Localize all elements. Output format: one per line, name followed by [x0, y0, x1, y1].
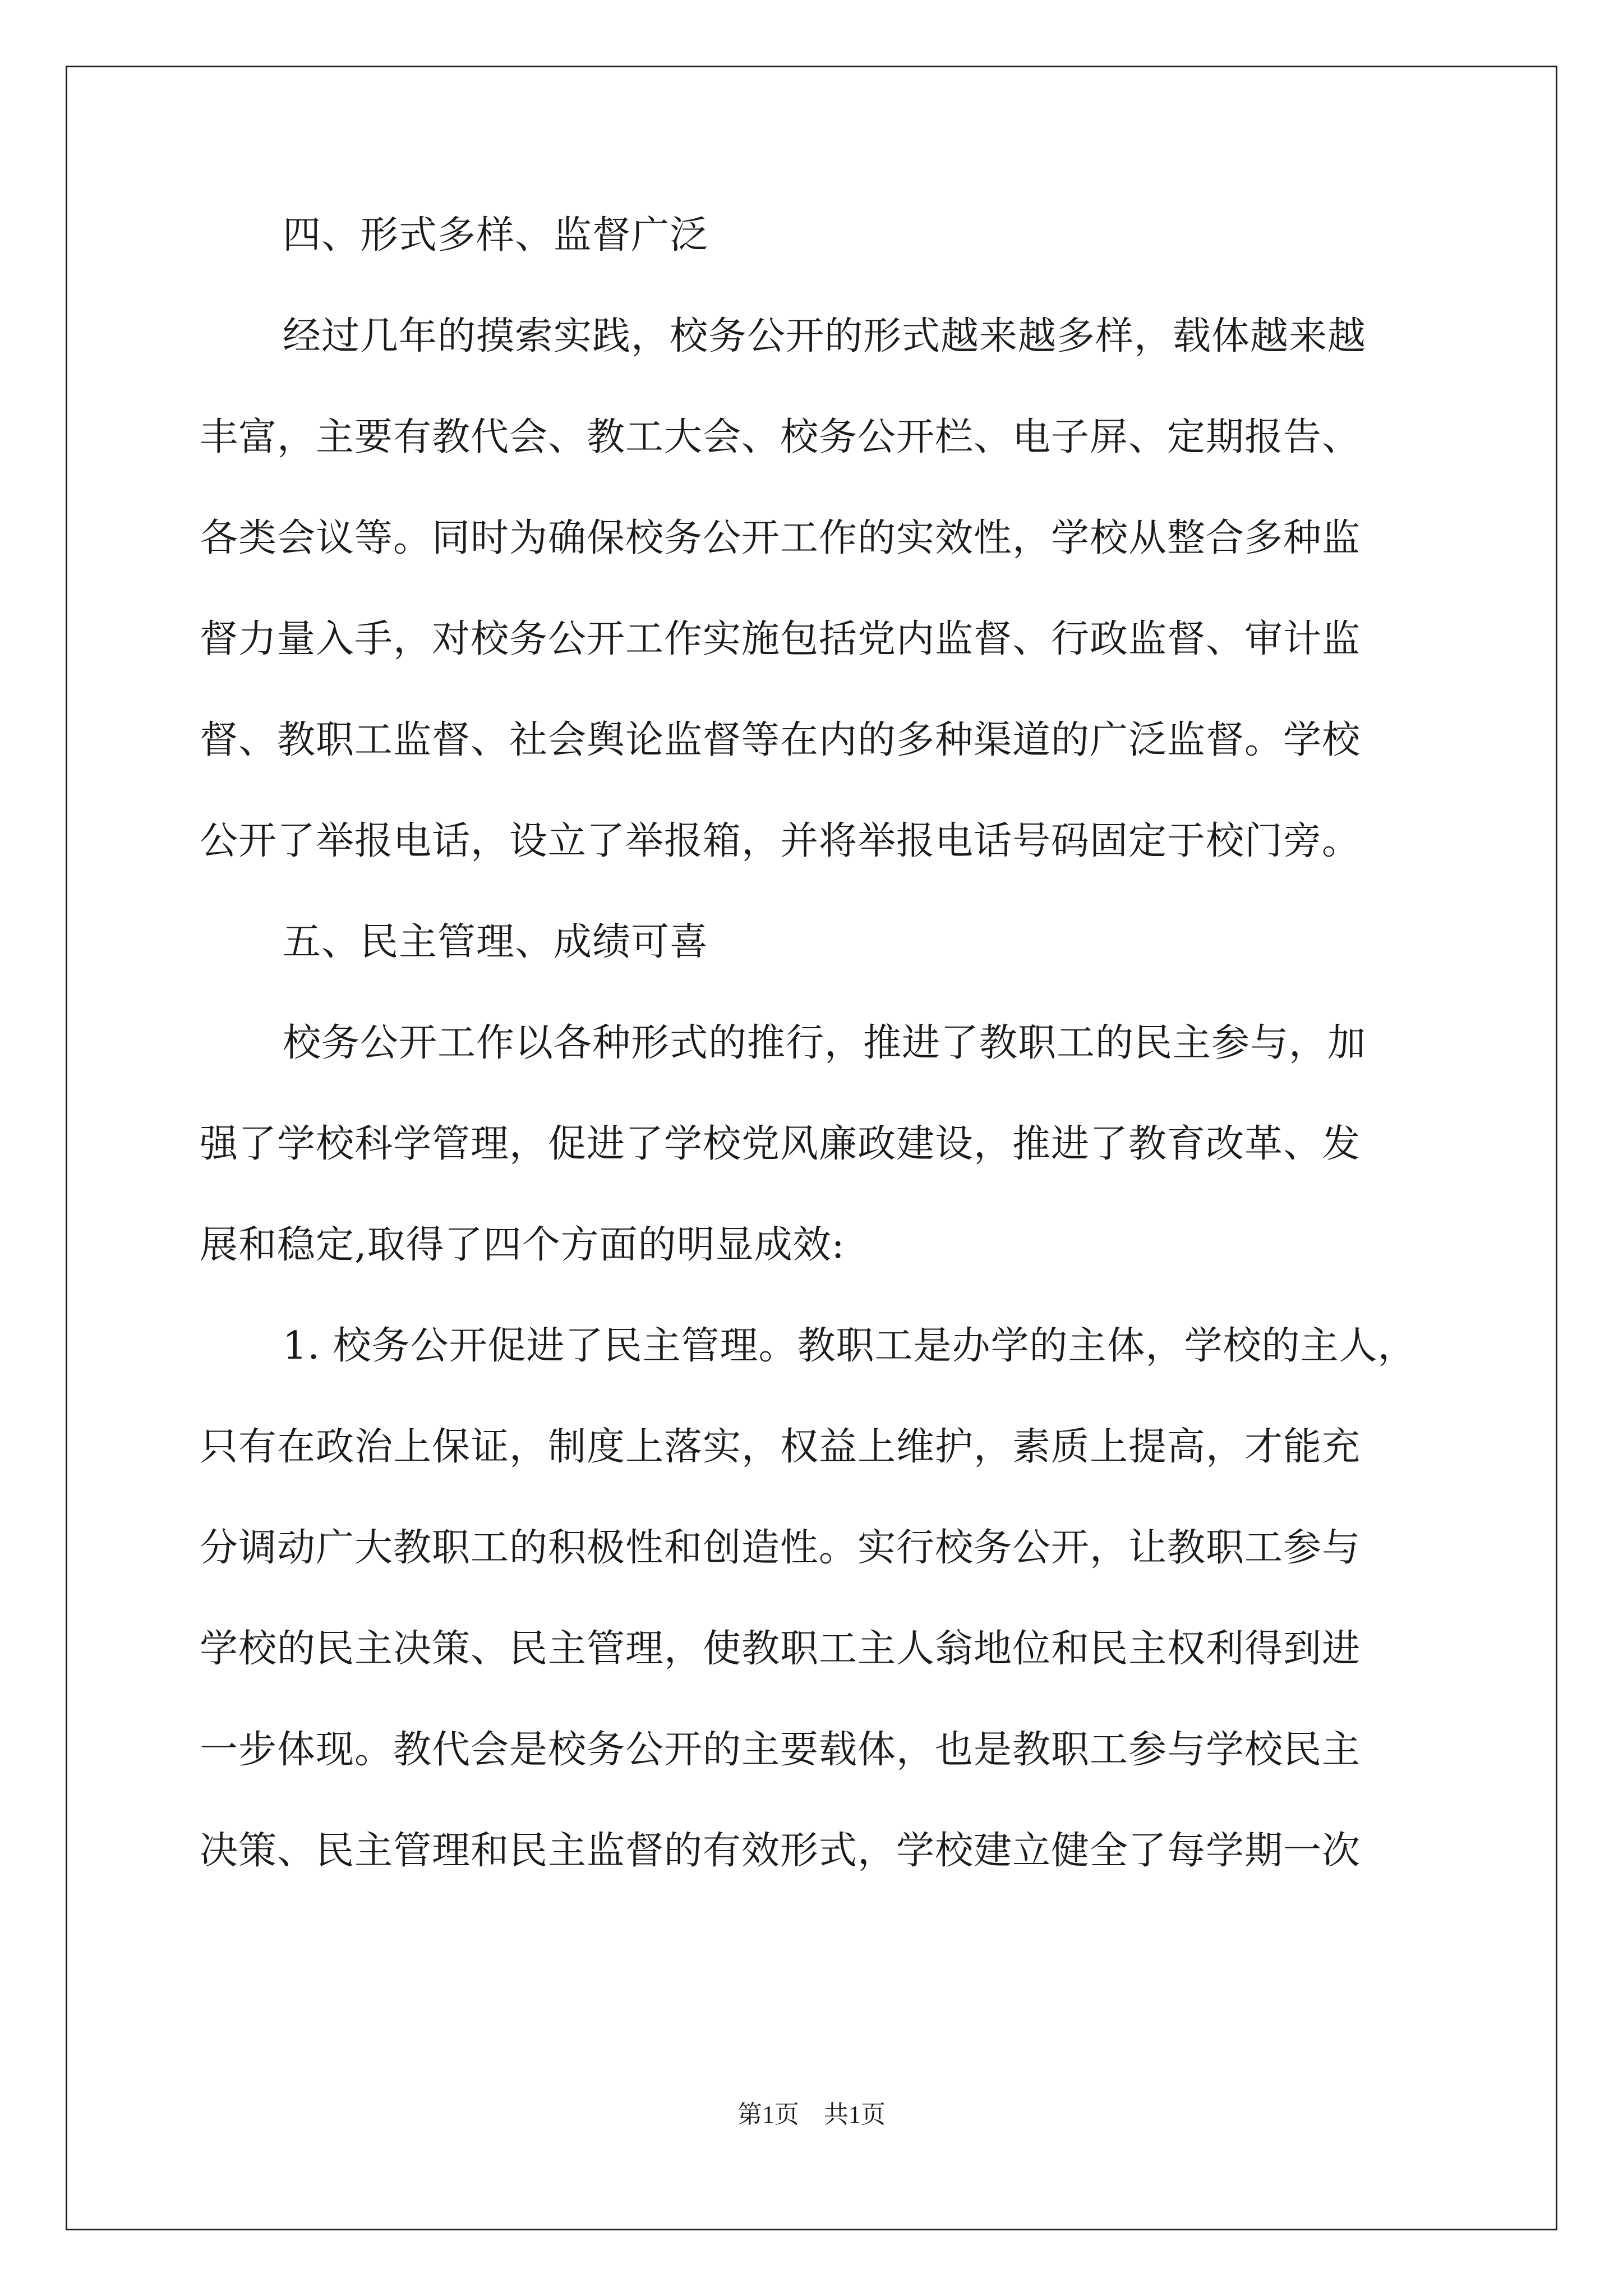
paragraph-line: 督、教职工监督、社会舆论监督等在内的多种渠道的广泛监督。学校	[200, 718, 1361, 762]
paragraph-line: 分调动广大教职工的积极性和创造性。实行校务公开，让教职工参与	[200, 1526, 1361, 1570]
paragraph-line: 强了学校科学管理，促进了学校党风廉政建设，推进了教育改革、发	[200, 1122, 1361, 1166]
paragraph-line: 学校的民主决策、民主管理，使教职工主人翁地位和民主权利得到进	[200, 1627, 1361, 1671]
section-heading-4: 四、形式多样、监督广泛	[283, 213, 709, 257]
paragraph-line: 1. 校务公开促进了民主管理。教职工是办学的主体，学校的主人，	[283, 1324, 1417, 1368]
paragraph-line: 丰富，主要有教代会、教工大会、校务公开栏、电子屏、定期报告、	[200, 415, 1361, 459]
paragraph-line: 只有在政治上保证，制度上落实，权益上维护，素质上提高，才能充	[200, 1425, 1361, 1469]
paragraph-line: 一步体现。教代会是校务公开的主要载体，也是教职工参与学校民主	[200, 1728, 1361, 1772]
page-footer: 第1页 共1页	[737, 2101, 886, 2128]
paragraph-line: 督力量入手，对校务公开工作实施包括党内监督、行政监督、审计监	[200, 617, 1361, 661]
section-heading-5: 五、民主管理、成绩可喜	[283, 920, 709, 964]
paragraph-line: 经过几年的摸索实践，校务公开的形式越来越多样，载体越来越	[283, 314, 1367, 358]
paragraph-line: 校务公开工作以各种形式的推行，推进了教职工的民主参与，加	[283, 1021, 1367, 1065]
paragraph-line: 展和稳定,取得了四个方面的明显成效:	[200, 1223, 845, 1267]
paragraph-line: 决策、民主管理和民主监督的有效形式，学校建立健全了每学期一次	[200, 1829, 1361, 1873]
paragraph-line: 各类会议等。同时为确保校务公开工作的实效性，学校从整合多种监	[200, 516, 1361, 560]
paragraph-line: 公开了举报电话，设立了举报箱，并将举报电话号码固定于校门旁。	[200, 819, 1361, 863]
